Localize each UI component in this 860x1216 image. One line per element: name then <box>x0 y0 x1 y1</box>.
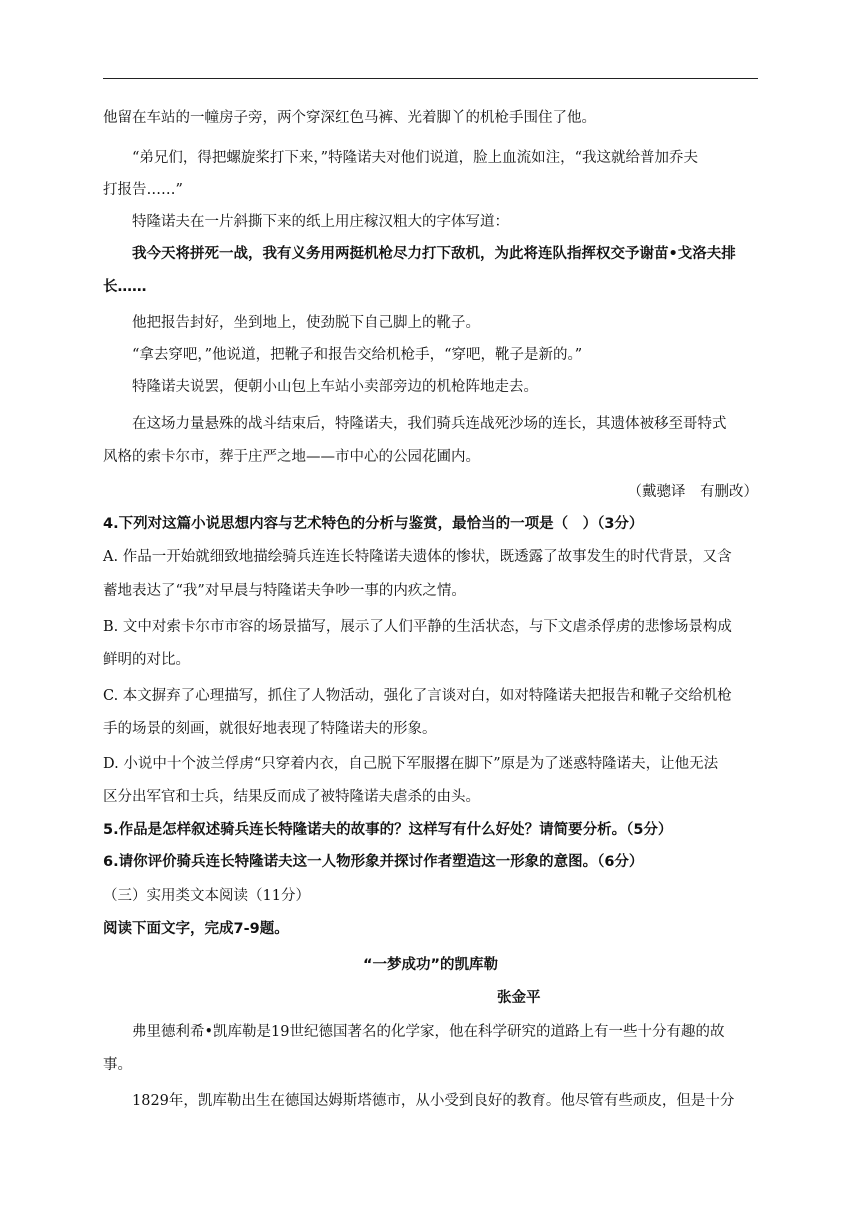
article-line: 1829年，凯库勒出生在德国达姆斯塔德市，从小受到良好的教育。他尽管有些顽皮，但是十分 <box>132 1093 735 1109</box>
paragraph-line: “弟兄们，得把螺旋桨打下来，”特隆诺夫对他们说道，脸上血流如注，“我这就给普加乔夫 <box>132 150 698 166</box>
header-rule <box>103 78 758 79</box>
option-c-line: C. 本文摒弃了心理描写，抓住了人物活动，强化了言谈对白，如对特隆诺夫把报告和靴子交给机枪 <box>103 688 732 704</box>
paragraph-line: 特隆诺夫说罢，便朝小山包上车站小卖部旁边的机枪阵地走去。 <box>132 379 538 395</box>
report-text-line: 长…… <box>103 279 147 295</box>
option-d-line: 区分出军官和士兵，结果反而成了被特隆诺夫虐杀的由头。 <box>103 789 480 805</box>
report-text-line: 我今天将拼死一战，我有义务用两挺机枪尽力打下敌机，为此将连队指挥权交予谢苗•戈洛夫排 <box>132 246 736 262</box>
article-line: 弗里德利希•凯库勒是19世纪德国著名的化学家，他在科学研究的道路上有一些十分有趣的故 <box>132 1024 725 1040</box>
option-b-line: B. 文中对索卡尔市市容的场景描写，展示了人们平静的生活状态，与下文虐杀俘虏的悲惨场景构成 <box>103 619 732 635</box>
option-b-line: 鲜明的对比。 <box>103 652 190 668</box>
option-a-line: A. 作品一开始就细致地描绘骑兵连连长特隆诺夫遗体的惨状，既透露了故事发生的时代背景，又含 <box>103 549 732 565</box>
paragraph-line: 风格的索卡尔市，葬于庄严之地——市中心的公园花圃内。 <box>103 449 480 465</box>
paragraph-line: 他留在车站的一幢房子旁，两个穿深红色马裤、光着脚丫的机枪手围住了他。 <box>103 110 596 126</box>
paragraph-line: 特隆诺夫在一片斜撕下来的纸上用庄稼汉粗大的字体写道： <box>132 214 509 230</box>
question-4: 4.下列对这篇小说思想内容与艺术特色的分析与鉴赏，最恰当的一项是（ ）（3分） <box>103 516 644 532</box>
paragraph-line: 打报告……” <box>103 182 183 198</box>
article-title: “一梦成功”的凯库勒 <box>362 957 499 973</box>
paragraph-line: 在这场力量悬殊的战斗结束后，特隆诺夫，我们骑兵连战死沙场的连长，其遗体被移至哥特式 <box>132 416 727 432</box>
question-5: 5.作品是怎样叙述骑兵连长特隆诺夫的故事的？这样写有什么好处？请简要分析。（5分） <box>103 822 673 838</box>
question-6: 6.请你评价骑兵连长特隆诺夫这一人物形象并探讨作者塑造这一形象的意图。（6分） <box>103 854 644 870</box>
paragraph-line: 他把报告封好，坐到地上，使劲脱下自己脚上的靴子。 <box>132 315 480 331</box>
instruction: 阅读下面文字，完成7-9题。 <box>103 921 289 937</box>
option-a-line: 蓄地表达了“我”对早晨与特隆诺夫争吵一事的内疚之情。 <box>103 583 466 599</box>
option-d-line: D. 小说中十个波兰俘虏“只穿着内衣，自己脱下军服撂在脚下”原是为了迷惑特隆诺夫，让他无法 <box>103 756 719 772</box>
option-c-line: 手的场景的刻画，就很好地表现了特隆诺夫的形象。 <box>103 721 437 737</box>
translator-credit: （戴骢译 有删改） <box>627 484 758 500</box>
article-line: 事。 <box>103 1057 132 1073</box>
article-author: 张金平 <box>497 990 541 1006</box>
paragraph-line: “拿去穿吧，”他说道，把靴子和报告交给机枪手，“穿吧，靴子是新的。” <box>132 347 583 363</box>
section-heading: （三）实用类文本阅读（11分） <box>103 888 310 904</box>
